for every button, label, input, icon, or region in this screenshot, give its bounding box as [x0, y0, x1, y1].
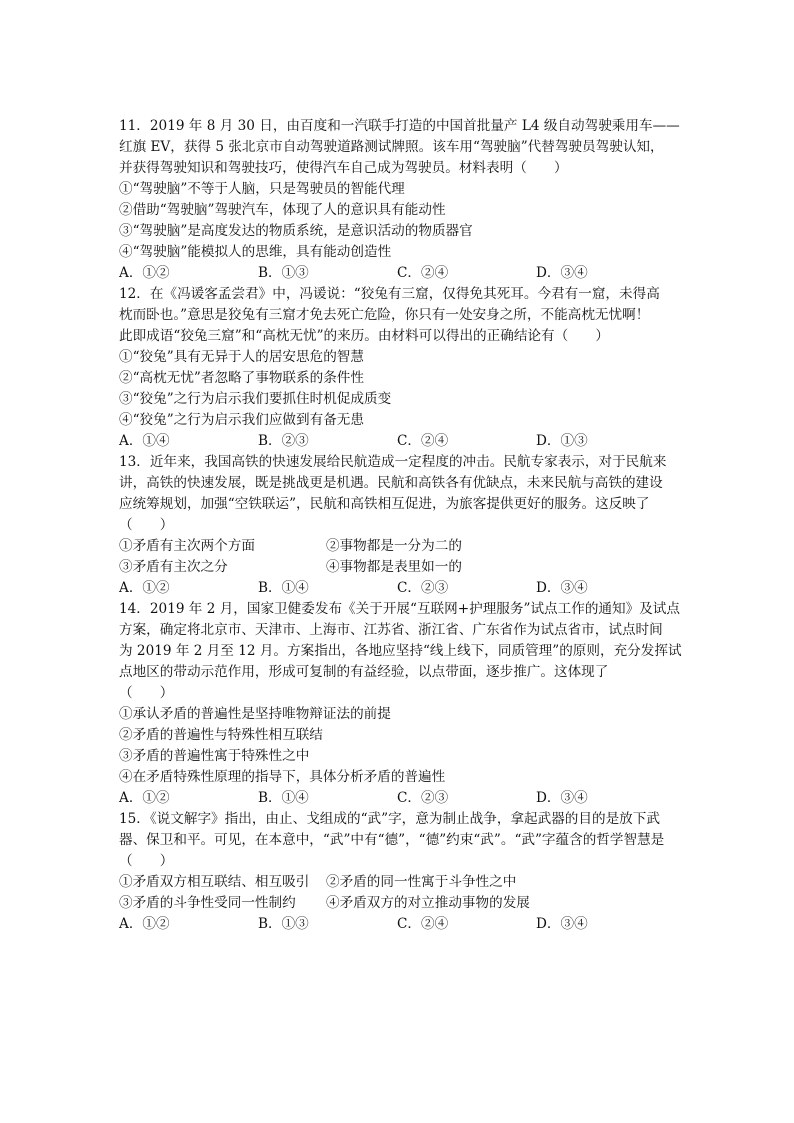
answer-choice-d: D．③④ — [536, 790, 588, 806]
question-15 — [119, 809, 679, 935]
answer-choice-c: C．②③ — [397, 580, 449, 596]
answer-choice-b: B．①④ — [258, 580, 309, 596]
question-13 — [119, 452, 679, 599]
statement-option: ③矛盾的斗争性受同一性制约 — [119, 895, 296, 911]
question-stem-line: 器、保卫和平。可见，在本意中，“武”中有“德”，“德”约束“武”。“武”字蕴含的哲学智慧是 — [119, 832, 665, 848]
statement-option: ③矛盾的普遍性寓于特殊性之中 — [119, 748, 310, 764]
statement-option: ②“高枕无忧”者忽略了事物联系的条件性 — [119, 370, 364, 386]
question-stem-line: 点地区的带动示范作用，形成可复制的有益经验，以点带面，逐步推广。这体现了 — [119, 664, 609, 680]
answer-choice-c: C．②④ — [397, 433, 449, 449]
question-12 — [119, 284, 679, 452]
answer-choice-b: B．②③ — [258, 433, 309, 449]
question-stem-line: 并获得驾驶知识和驾驶技巧，使得汽车自己成为驾驶员。材料表明（ ） — [119, 160, 568, 176]
question-stem-line: 15．《说文解字》指出，由止、戈组成的“武”字，意为制止战争，拿起武器的目的是放下武 — [119, 811, 660, 827]
answer-choice-c: C．②④ — [397, 916, 449, 932]
answer-choice-d: D．③④ — [536, 265, 588, 281]
answer-choice-a: A．①② — [119, 265, 170, 281]
answer-choice-b: B．①③ — [258, 265, 309, 281]
answer-blank: （ ） — [119, 853, 174, 869]
answer-choice-a: A．①② — [119, 916, 170, 932]
answer-choices — [119, 263, 679, 284]
question-stem-line: 为 2019 年 2 月至 12 月。方案指出，各地应坚持“线上线下，同质管理”的原则，充分发挥试 — [119, 643, 682, 659]
question-stem-line: 红旗 EV，获得 5 张北京市自动驾驶道路测试牌照。该车用“驾驶脑”代替驾驶员驾驶认知， — [119, 139, 664, 155]
question-stem-line: 应统筹规划，加强“空铁联运”，民航和高铁相互促进，为旅客提供更好的服务。这反映了 — [119, 496, 650, 512]
statement-option-row — [119, 872, 679, 893]
statement-option: ①承认矛盾的普遍性是坚持唯物辩证法的前提 — [119, 706, 391, 722]
answer-choice-d: D．①③ — [536, 433, 588, 449]
answer-choice-d: D．③④ — [536, 916, 588, 932]
answer-choices — [119, 914, 679, 935]
answer-choice-a: A．①② — [119, 580, 170, 596]
statement-option: ①“驾驶脑”不等于人脑，只是驾驶员的智能代理 — [119, 181, 405, 197]
answer-blank: （ ） — [119, 517, 174, 533]
question-stem-line: 枕而卧也。”意思是狡兔有三窟才免去死亡危险，你只有一处安身之所，不能高枕无忧啊！ — [119, 307, 650, 323]
statement-option: ④事物都是表里如一的 — [326, 559, 462, 575]
statement-option-row — [119, 557, 679, 578]
answer-choice-c: C．②④ — [397, 265, 449, 281]
statement-option: ④矛盾双方的对立推动事物的发展 — [326, 895, 530, 911]
question-stem-line: 讲，高铁的快速发展，既是挑战更是机遇。民航和高铁各有优缺点，未来民航与高铁的建设 — [119, 475, 663, 491]
question-stem-line: 13．近年来，我国高铁的快速发展给民航造成一定程度的冲击。民航专家表示，对于民航来 — [119, 454, 667, 470]
answer-choice-b: B．①④ — [258, 790, 309, 806]
statement-option: ②借助“驾驶脑”驾驶汽车，体现了人的意识具有能动性 — [119, 202, 446, 218]
statement-option: ①矛盾有主次两个方面 — [119, 538, 255, 554]
statement-option: ②事物都是一分为二的 — [326, 538, 462, 554]
statement-option: ②矛盾的同一性寓于斗争性之中 — [326, 874, 517, 890]
statement-option: ④在矛盾特殊性原理的指导下，具体分析矛盾的普遍性 — [119, 769, 446, 785]
question-stem-line: 11．2019 年 8 月 30 日，由百度和一汽联手打造的中国首批量产 L4 级自动驾驶乘用车—— — [119, 118, 680, 134]
statement-option: ④“狡兔”之行为启示我们应做到有备无患 — [119, 412, 364, 428]
statement-option: ③矛盾有主次之分 — [119, 559, 228, 575]
question-stem-line: 此即成语“狡兔三窟”和“高枕无忧”的来历。由材料可以得出的正确结论有（ ） — [119, 328, 609, 344]
statement-option: ①“狡兔”具有无异于人的居安思危的智慧 — [119, 349, 364, 365]
answer-choices — [119, 431, 679, 452]
answer-choice-d: D．③④ — [536, 580, 588, 596]
question-11 — [119, 116, 679, 284]
answer-blank: （ ） — [119, 685, 174, 701]
question-stem-line: 12．在《冯谖客孟尝君》中，冯谖说：“狡兔有三窟，仅得免其死耳。今君有一窟，未得高 — [119, 286, 660, 302]
answer-choice-a: A．①④ — [119, 433, 170, 449]
answer-choices — [119, 788, 679, 809]
answer-choice-c: C．②③ — [397, 790, 449, 806]
exam-page — [119, 116, 682, 935]
answer-choices — [119, 578, 679, 599]
answer-choice-b: B．①③ — [258, 916, 309, 932]
question-stem-line: 14．2019 年 2 月，国家卫健委发布《关于开展“互联网+护理服务”试点工作的通知》及试点 — [119, 601, 680, 617]
statement-option: ①矛盾双方相互联结、相互吸引 — [119, 874, 310, 890]
question-14 — [119, 599, 682, 809]
statement-option: ③“驾驶脑”是高度发达的物质系统，是意识活动的物质器官 — [119, 223, 473, 239]
statement-option: ②矛盾的普遍性与特殊性相互联结 — [119, 727, 323, 743]
statement-option-row — [119, 536, 679, 557]
question-stem-line: 方案，确定将北京市、天津市、上海市、江苏省、浙江省、广东省作为试点省市，试点时间 — [119, 622, 663, 638]
answer-choice-a: A．①② — [119, 790, 170, 806]
statement-option: ③“狡兔”之行为启示我们要抓住时机促成质变 — [119, 391, 392, 407]
statement-option-row — [119, 893, 679, 914]
statement-option: ④“驾驶脑”能模拟人的思维，具有能动创造性 — [119, 244, 392, 260]
